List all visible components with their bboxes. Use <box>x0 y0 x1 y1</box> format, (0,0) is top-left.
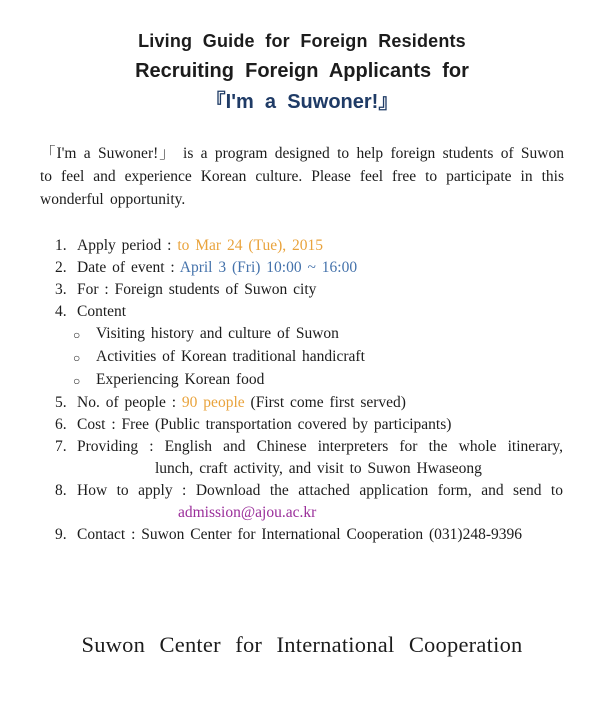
page-title-line-2: Recruiting Foreign Applicants for <box>135 60 469 82</box>
text-segment: Contact : Suwon Center for International Cooperation (031)248-9396 <box>77 526 522 543</box>
list-item <box>0 323 563 346</box>
item-number: 3. <box>55 281 67 298</box>
list-item-text <box>96 323 339 346</box>
circle-bullet: ○ <box>73 351 81 365</box>
list-item <box>0 480 563 502</box>
text-segment: April 3 (Fri) 10:00 ~ 16:00 <box>179 259 358 276</box>
text-segment: Date of event : <box>77 259 180 276</box>
email-link[interactable]: admission@ajou.ac.kr <box>178 504 317 521</box>
list-item-text <box>178 502 316 524</box>
page-title-line-1: Living Guide for Foreign Residents <box>138 31 466 51</box>
list-item-text <box>77 524 522 546</box>
item-number: 2. <box>55 259 67 276</box>
list-item-text <box>77 414 451 436</box>
text-segment: For : Foreign students of Suwon city <box>77 281 317 298</box>
numbered-list <box>0 235 563 546</box>
list-item <box>0 257 563 279</box>
list-item-text <box>77 436 563 458</box>
item-number: 8. <box>55 482 67 499</box>
list-item-text <box>77 235 323 257</box>
page-title-line-3: 『I'm a Suwoner!』 <box>205 91 399 113</box>
item-number: 4. <box>55 303 67 320</box>
list-item-text <box>77 480 563 502</box>
list-item-text <box>155 458 482 480</box>
list-item <box>0 502 563 524</box>
item-number: 6. <box>55 416 67 433</box>
list-item-text <box>96 346 365 369</box>
circle-bullet: ○ <box>73 374 81 388</box>
text-segment: 90 people <box>181 394 245 411</box>
list-item-text <box>77 301 126 323</box>
text-segment: lunch, craft activity, and visit to Suwon Hwaseong <box>155 460 482 477</box>
text-segment: Cost : Free (Public transportation covered by participants) <box>77 416 452 433</box>
item-number: 9. <box>55 526 67 543</box>
list-item-text <box>77 257 357 279</box>
list-item <box>0 524 563 546</box>
list-item <box>0 414 563 436</box>
text-segment: (First come first served) <box>244 394 406 411</box>
text-segment: Content <box>77 303 127 320</box>
text-segment: No. of people : <box>77 394 182 411</box>
text-segment: Providing : English and Chinese interpreters for the whole itinerary, <box>77 438 563 455</box>
list-item <box>0 436 563 458</box>
text-segment: to Mar 24 (Tue), 2015 <box>177 237 324 254</box>
item-number: 5. <box>55 394 67 411</box>
text-segment: How to apply : Download the attached application form, and send to <box>77 482 563 499</box>
list-item <box>0 346 563 369</box>
text-segment: Apply period : <box>77 237 178 254</box>
text-segment: Visiting history and culture of Suwon <box>96 325 339 342</box>
list-item <box>0 369 563 392</box>
document-header <box>0 26 604 118</box>
list-item <box>0 279 563 301</box>
item-number: 7. <box>55 438 67 455</box>
list-item-text <box>77 392 406 414</box>
item-number: 1. <box>55 237 67 254</box>
list-item <box>0 458 563 480</box>
circle-bullet: ○ <box>73 328 81 342</box>
organization-name: Suwon Center for International Cooperation <box>81 632 523 657</box>
list-item <box>0 392 563 414</box>
intro-paragraph: 「I'm a Suwoner!」 is a program designed to help foreign students of Suwon to feel and experience Korean culture. Please feel free to participate in this wonderful opportunity. <box>40 145 564 208</box>
text-segment: Activities of Korean traditional handicraft <box>96 348 365 365</box>
list-item <box>0 301 563 323</box>
list-item <box>0 235 563 257</box>
list-item-text <box>77 279 316 301</box>
list-item-text <box>96 369 264 392</box>
text-segment: Experiencing Korean food <box>96 371 265 388</box>
